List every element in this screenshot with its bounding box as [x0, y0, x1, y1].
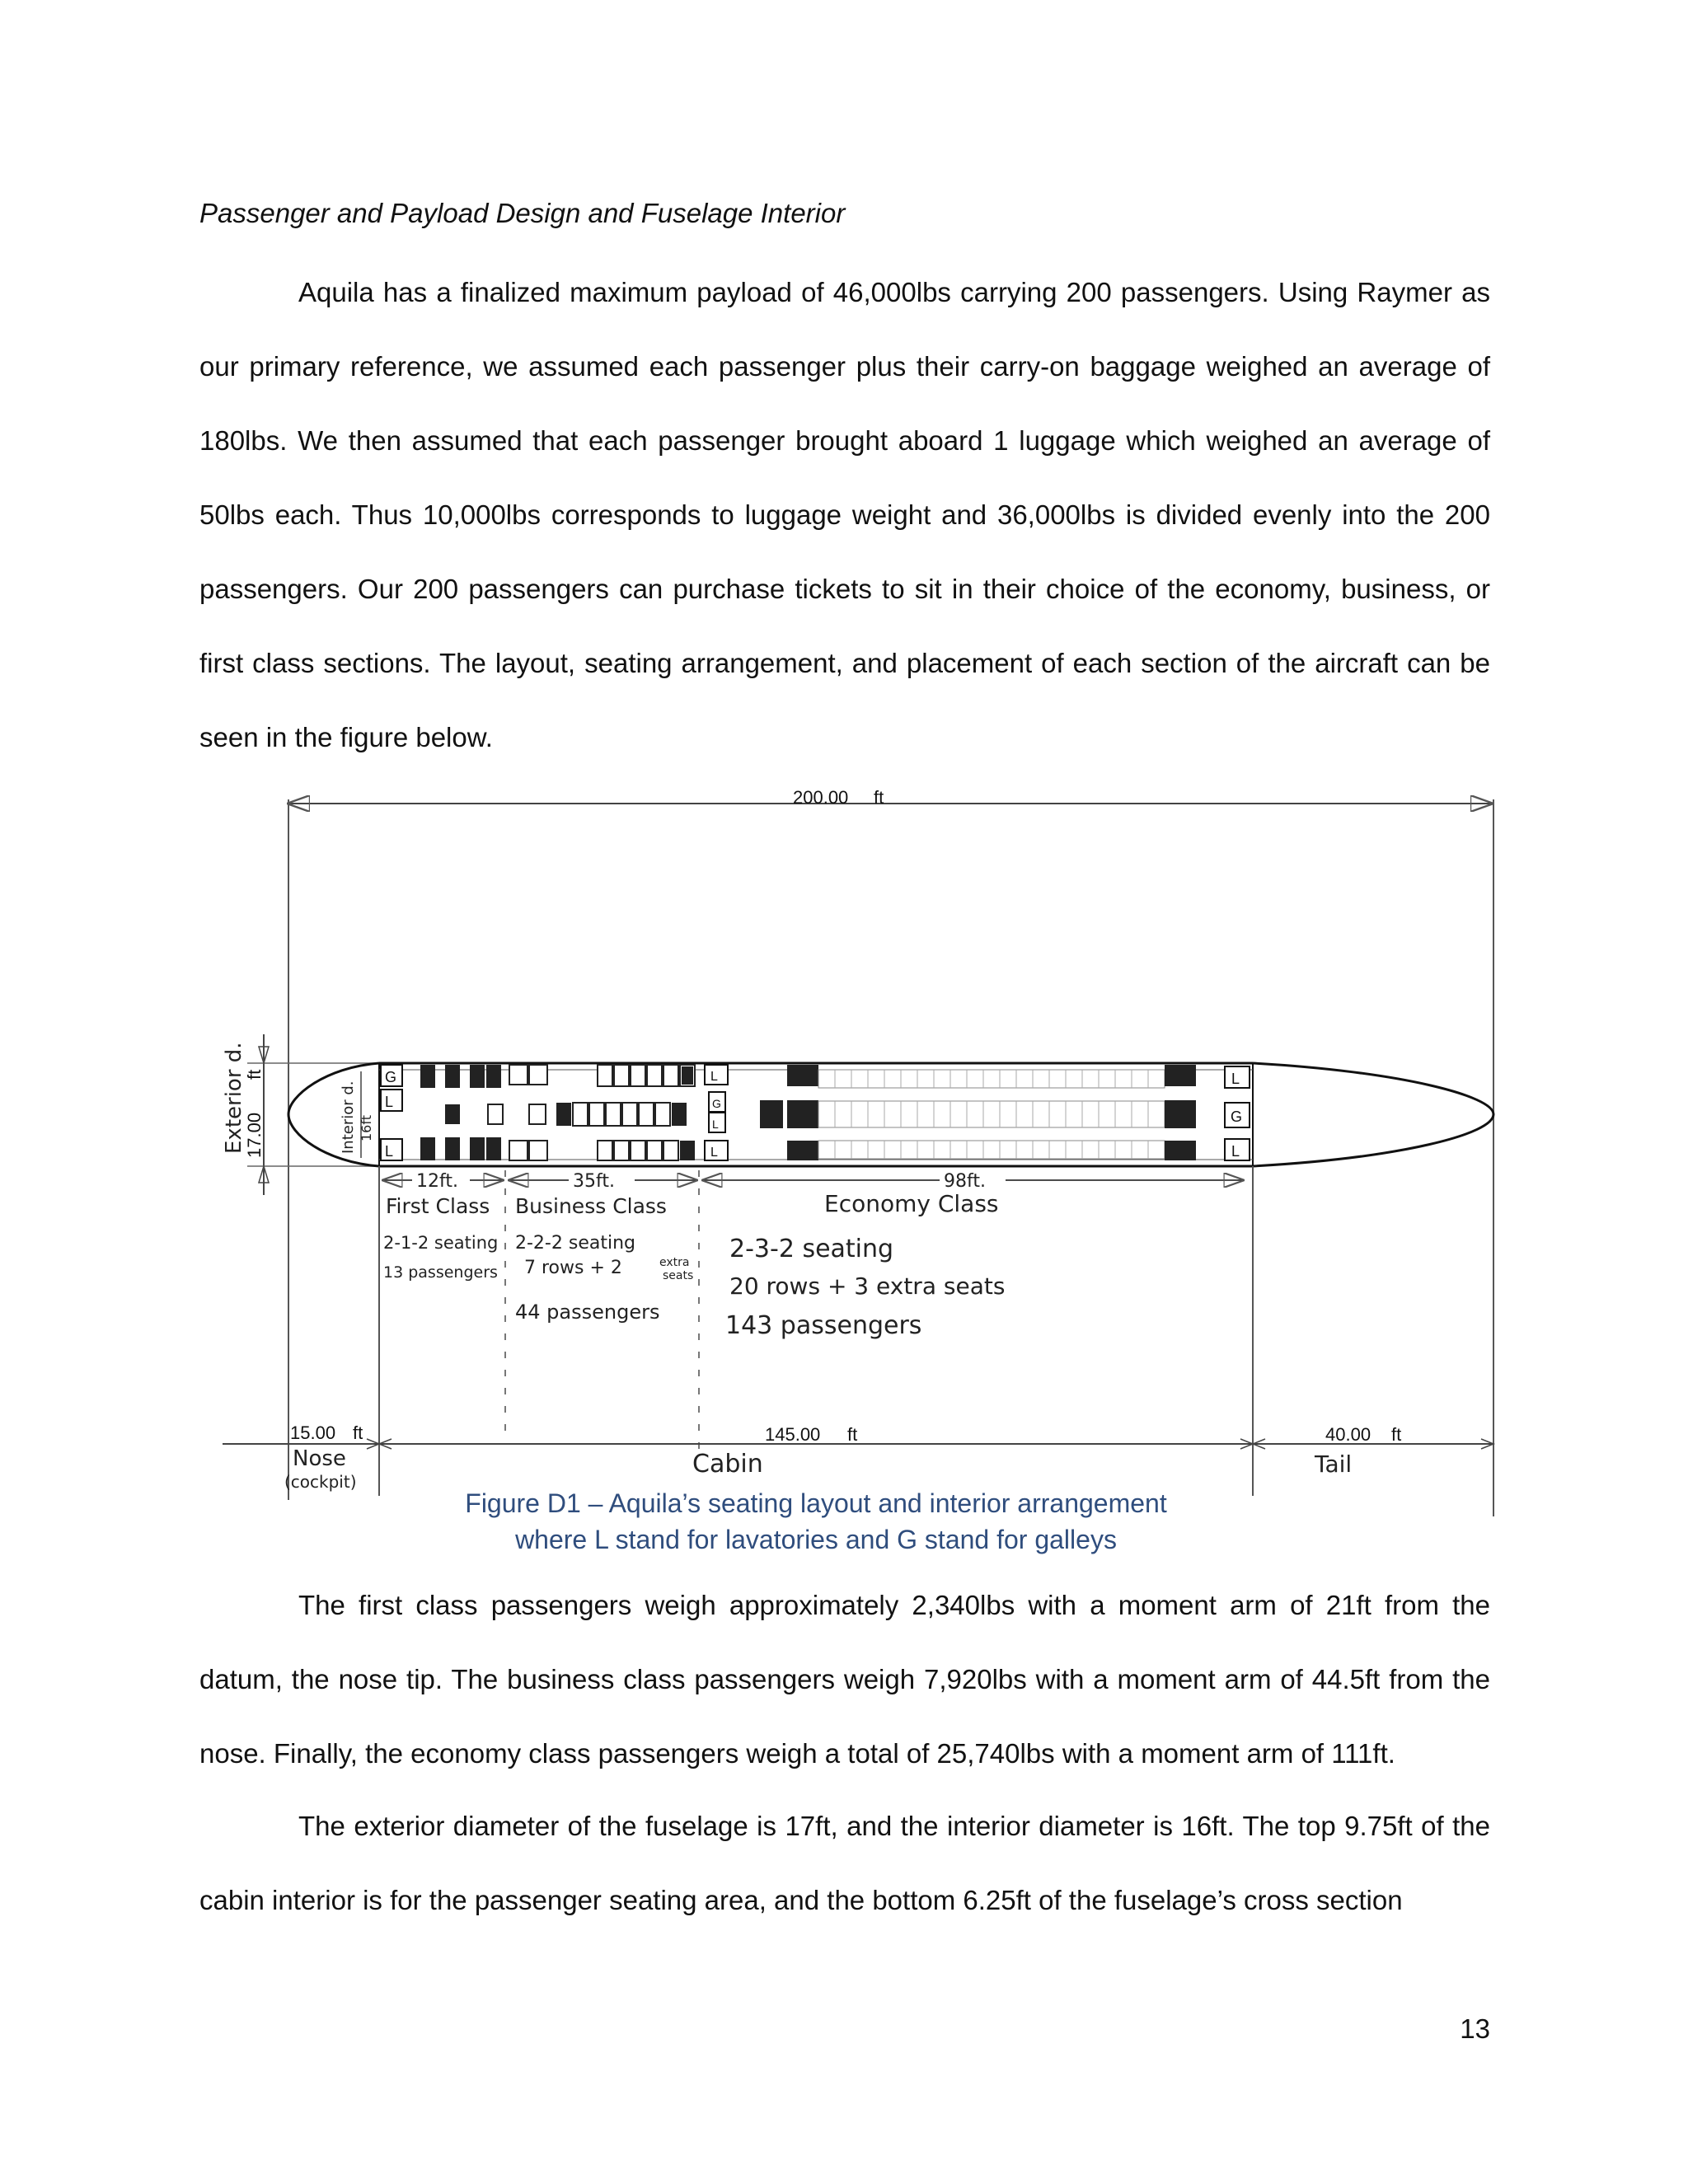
lavatory-label-1: L	[385, 1094, 394, 1110]
galley-label-1: G	[385, 1069, 397, 1085]
economy-class-seating: 2-3-2 seating	[729, 1235, 894, 1263]
economy-class-label: Economy Class	[824, 1190, 999, 1217]
cabin-label: Cabin	[692, 1450, 763, 1479]
business-class-extra-seats: seats	[663, 1269, 694, 1282]
section-length-arrows	[383, 1170, 1243, 1192]
business-class-seats	[509, 1065, 728, 1160]
business-class-seating: 2-2-2 seating	[515, 1233, 635, 1254]
fuselage-outline	[288, 1063, 1493, 1166]
lavatory-label-3: L	[710, 1070, 718, 1084]
tail-length-value: 40.00	[1325, 1424, 1372, 1445]
page-number: 13	[1460, 2013, 1490, 2044]
overall-length-value: 200.00	[793, 787, 849, 808]
business-class-label: Business Class	[515, 1194, 667, 1218]
lavatory-label-7: L	[1231, 1143, 1240, 1160]
exterior-diameter-label: Exterior d.	[222, 1042, 246, 1154]
tail-label: Tail	[1315, 1451, 1353, 1478]
lavatory-label-5: L	[710, 1146, 718, 1160]
overall-dimension	[288, 787, 1493, 1516]
nose-sublabel: (cockpit)	[284, 1472, 357, 1492]
economy-class-seats	[760, 1065, 1250, 1160]
figure-caption	[429, 1485, 1203, 1558]
tail-length-unit: ft	[1391, 1424, 1402, 1445]
business-class-length: 35ft.	[573, 1171, 615, 1192]
lavatory-label-2: L	[385, 1143, 394, 1160]
economy-class-length: 98ft.	[944, 1171, 986, 1192]
nose-length-value: 15.00	[290, 1422, 336, 1443]
bottom-dimension	[223, 1422, 1493, 1492]
galley-label-2: G	[712, 1097, 721, 1110]
overall-length-unit: ft	[874, 787, 884, 808]
nose-length-unit: ft	[353, 1422, 363, 1443]
section-labels	[383, 1190, 1005, 1340]
first-class-length: 12ft.	[416, 1171, 458, 1192]
business-class-rows: 7 rows + 2	[524, 1258, 622, 1278]
exterior-diameter-value: 17.00	[244, 1112, 265, 1158]
economy-class-passengers: 143 passengers	[725, 1311, 922, 1340]
business-class-passengers: 44 passengers	[515, 1301, 660, 1324]
lavatory-label-4: L	[712, 1118, 719, 1131]
cabin-length-value: 145.00	[765, 1424, 821, 1445]
interior-diameter-label: Interior d.	[340, 1080, 357, 1154]
paragraph-passenger-weights: The first class passengers weigh approximately 2,340lbs with a moment arm of 21ft from the datum, the nose tip. The business class passengers weigh 7,920lbs with a moment arm of 44.5ft from the nose. Finally, the economy class passengers weigh a total of 25,740lbs with a moment arm of 111ft.	[199, 1590, 1490, 1769]
section-heading: Passenger and Payload Design and Fuselage Interior	[199, 198, 846, 228]
figure-caption-line1: Figure D1 – Aquila’s seating layout and interior arrangement	[465, 1488, 1167, 1518]
first-class-seating: 2-1-2 seating	[383, 1233, 499, 1253]
paragraph-fuselage-diameter: The exterior diameter of the fuselage is 17ft, and the interior diameter is 16ft. The top 9.75ft of the cabin interior is for the passenger seating area, and the bottom 6.25ft of the fuselage’s cross section	[199, 1811, 1490, 1915]
first-class-seats	[381, 1065, 503, 1160]
first-class-passengers: 13 passengers	[383, 1263, 498, 1282]
first-class-label: First Class	[386, 1194, 490, 1218]
paragraph-payload: Aquila has a finalized maximum payload of 46,000lbs carrying 200 passengers. Using Raymer as our primary reference, we assumed each passenger plus their carry-on baggage weighed an average of 180lbs. We then assumed that each passenger brought aboard 1 luggage which weighed an average of 50lbs each. Thus 10,000lbs corresponds to luggage weight and 36,000lbs is divided evenly into the 200 passengers. Our 200 passengers can purchase tickets to sit in their choice of the economy, business, or first class sections. The layout, seating arrangement, and placement of each section of the aircraft can be seen in the figure below.	[199, 277, 1490, 752]
seating-layout-figure	[214, 783, 1500, 1525]
lavatory-label-6: L	[1231, 1071, 1240, 1087]
business-class-extra: extra	[659, 1256, 690, 1269]
cabin-length-unit: ft	[847, 1424, 858, 1445]
exterior-diameter-unit: ft	[244, 1069, 265, 1080]
nose-label: Nose	[293, 1446, 346, 1471]
interior-diameter-value: 16ft	[359, 1115, 374, 1141]
economy-class-rows: 20 rows + 3 extra seats	[729, 1272, 1006, 1300]
galley-label-3: G	[1231, 1108, 1243, 1125]
figure-caption-line2: where L stand for lavatories and G stand for galleys	[515, 1525, 1117, 1554]
